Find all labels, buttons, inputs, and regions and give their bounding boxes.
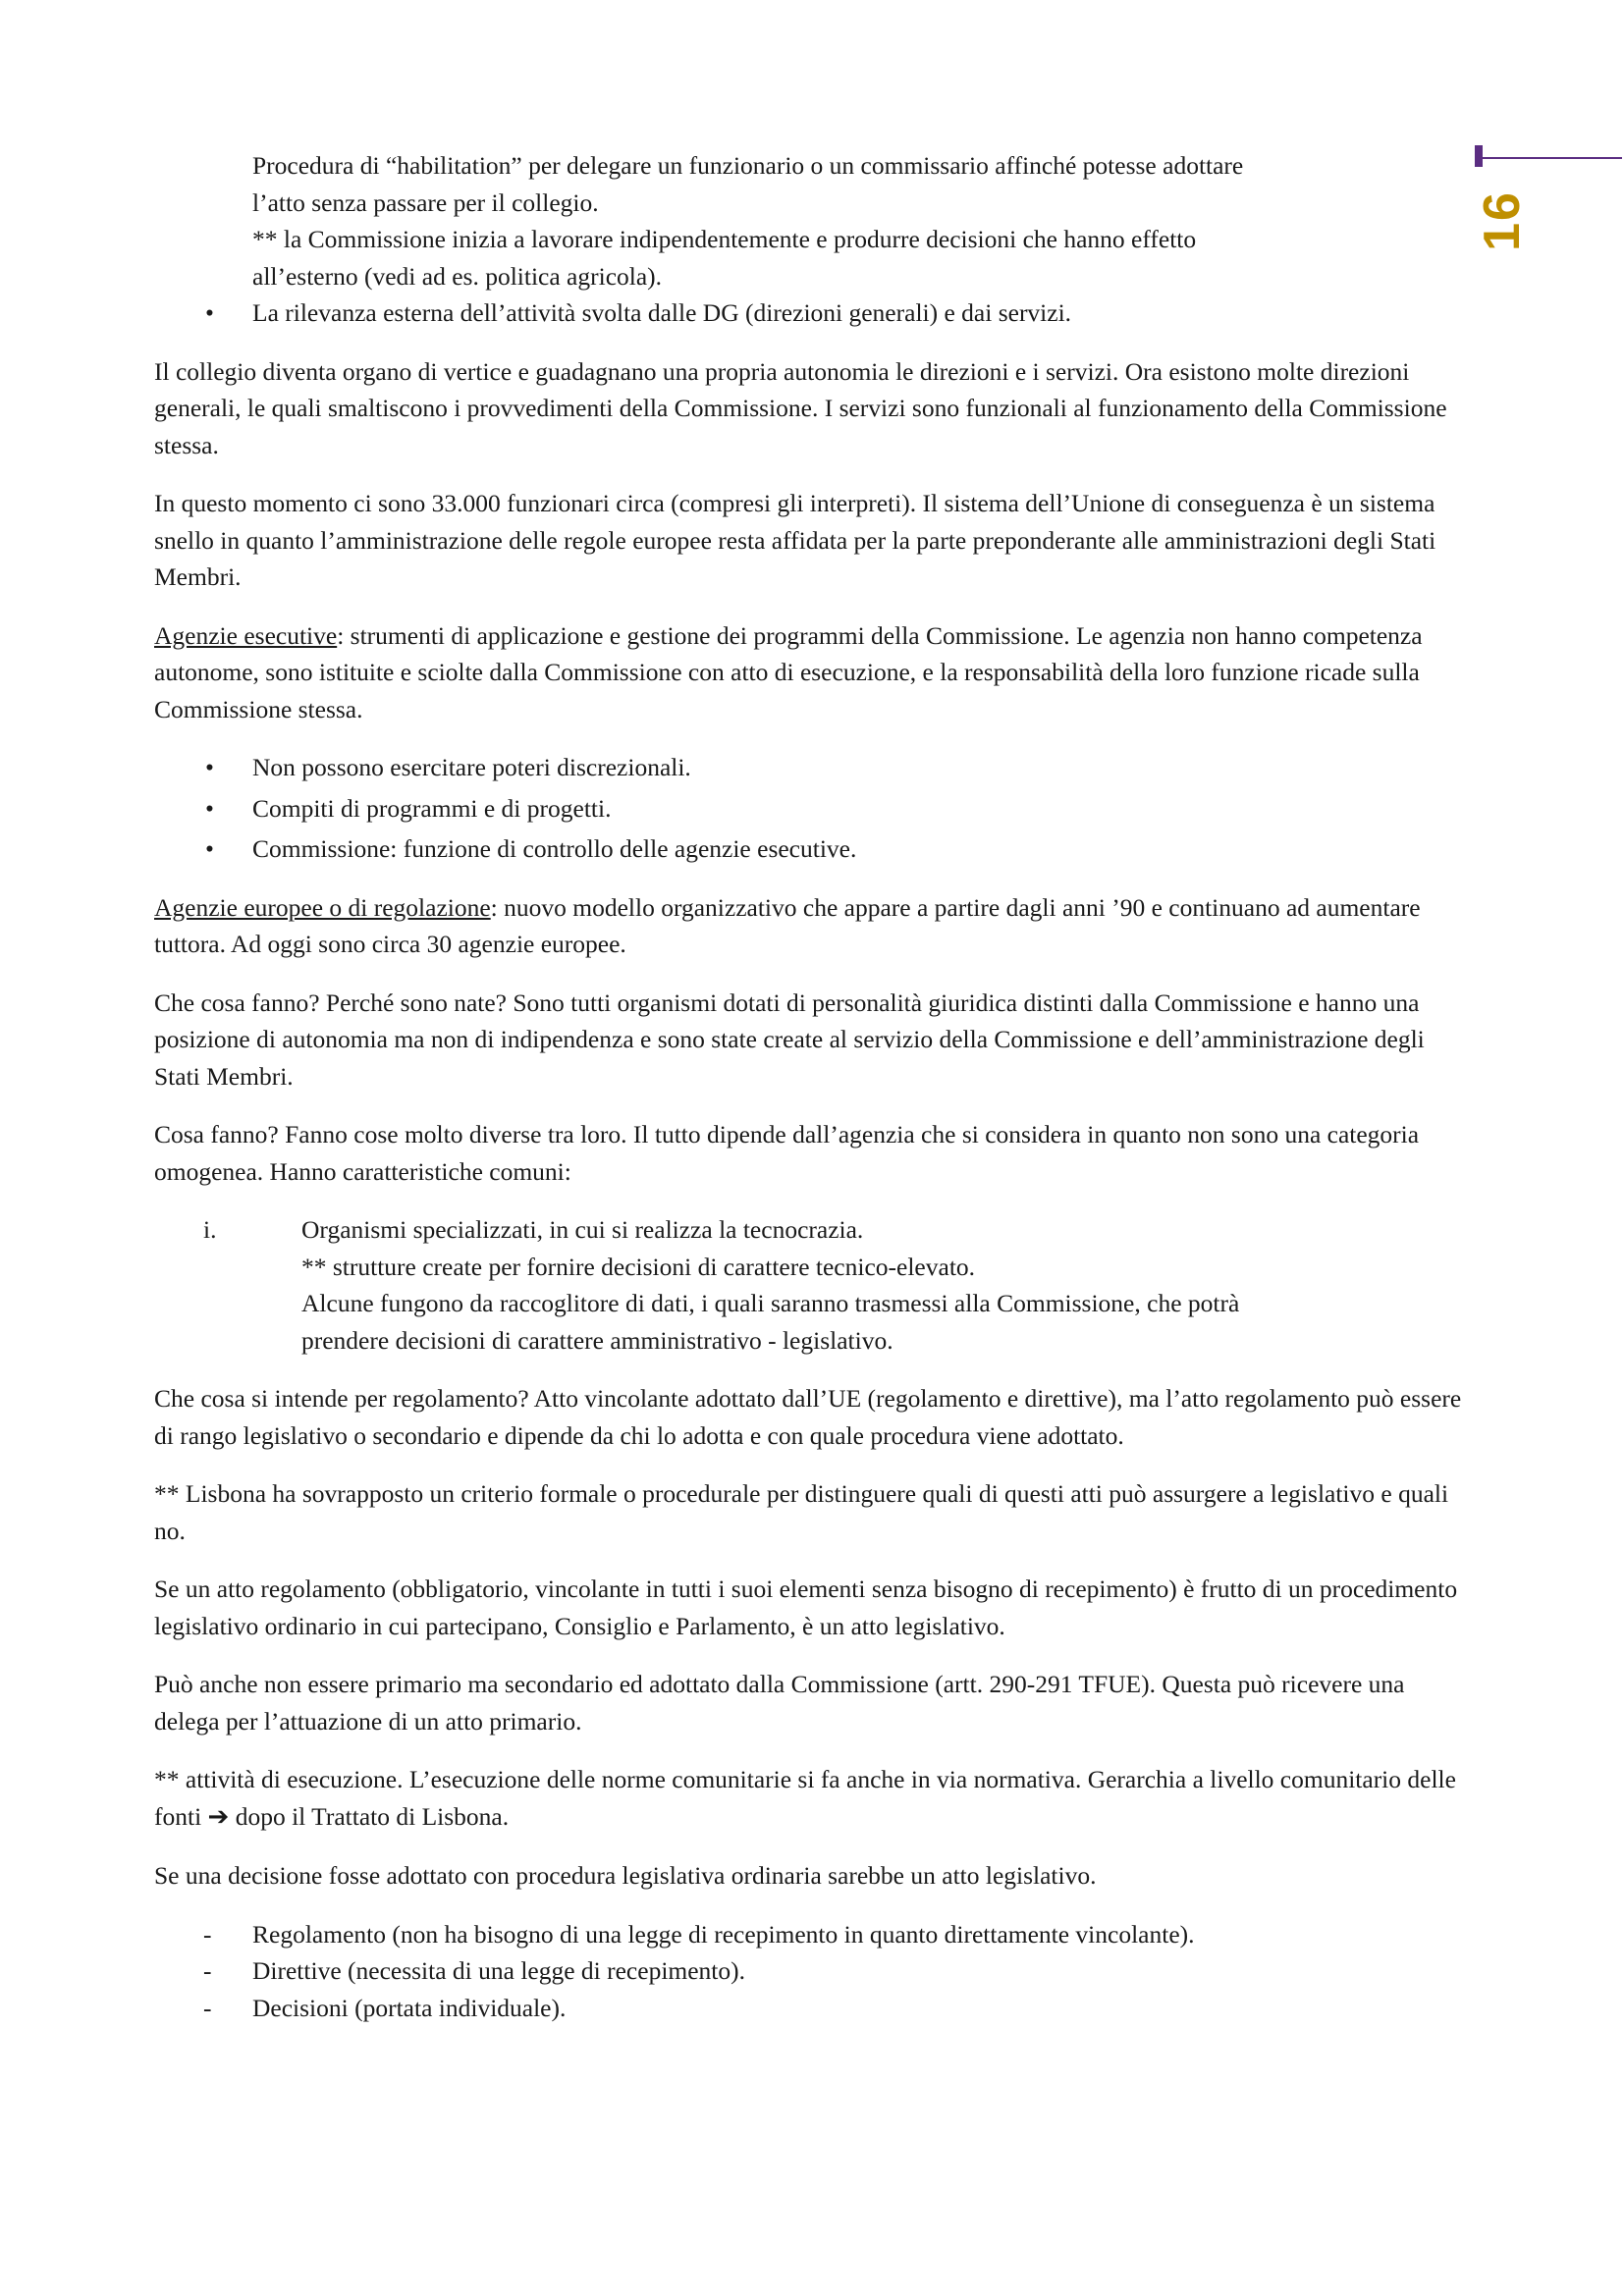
paragraph-agenzie-europee: [154, 889, 1470, 963]
page-number: [1473, 152, 1532, 290]
arrow-right-icon: ➔: [207, 1801, 230, 1832]
habilitation-note: [252, 147, 1470, 294]
bullet-list-agenzie: [154, 749, 1470, 868]
roman-list: [154, 1211, 1470, 1359]
paragraph-decisione: Se una decisione fosse adottato con procedura legislativa ordinaria sarebbe un atto legislativo.: [154, 1861, 1097, 1890]
dash-item: - Decisioni (portata individuale).: [154, 1990, 1470, 2027]
page-number-text: 16: [1474, 190, 1531, 251]
definition-agenzie-esecutive: : strumenti di applicazione e gestione dei programmi della Commissione. Le agenzia non hanno competenza autonome, sono istituite e sciolte dalla Commissione con atto di esecuzione, e la responsabilità della loro funzione ricade sulla Commissione stessa.: [154, 620, 1423, 723]
text-line: all’esterno (vedi ad es. politica agricola).: [252, 261, 663, 291]
paragraph-cosa-fanno: Cosa fanno? Fanno cose molto diverse tra loro. Il tutto dipende dall’agenzia che si considera in quanto non sono una categoria omogenea. Hanno caratteristiche comuni:: [154, 1120, 1420, 1186]
roman-marker: i.: [203, 1215, 217, 1244]
paragraph-lisbona: ** Lisbona ha sovrapposto un criterio formale o procedurale per distinguere quali di questi atti può assurgere a legislativo e quali no.: [154, 1479, 1449, 1545]
text-line: ** la Commissione inizia a lavorare indipendentemente e produrre decisioni che hanno effetto: [252, 225, 1197, 253]
paragraph-collegio: Il collegio diventa organo di vertice e guadagnano una propria autonomia le direzioni e i servizi. Ora esistono molte direzioni generali, le quali smaltiscono i provvedimenti della Commissione. I servizi sono funzionali al funzionamento della Commissione stessa.: [154, 356, 1447, 459]
dash-item: - Regolamento (non ha bisogno di una legge di recepimento in quanto direttamente vincolante).: [154, 1916, 1470, 1953]
definition-agenzie-europee: : nuovo modello organizzativo che appare a partire dagli anni ’90 e continuano ad aumentare tuttora. Ad oggi sono circa 30 agenzie europee.: [154, 892, 1421, 958]
dash-item: - Direttive (necessita di una legge di recepimento).: [154, 1952, 1470, 1990]
paragraph-agenzie-esecutive: [154, 617, 1470, 728]
bullet-item: • Non possono esercitare poteri discrezionali.: [154, 749, 1470, 786]
esecuzione-text-end: dopo il Trattato di Lisbona.: [235, 1801, 510, 1831]
text-line: l’atto senza passare per il collegio.: [252, 187, 599, 217]
term-agenzie-esecutive: Agenzie esecutive: [154, 620, 338, 650]
roman-list-item: [154, 1211, 1470, 1359]
text-line: Alcune fungono da raccoglitore di dati, i quali saranno trasmessi alla Commissione, che potrà: [301, 1289, 1240, 1317]
paragraph-regolamento: Che cosa si intende per regolamento? Atto vincolante adottato dall’UE (regolamento e direttive), ma l’atto regolamento può essere di rango legislativo o secondario e dipende da chi lo adotta e con quale procedura viene adottato.: [154, 1384, 1462, 1450]
paragraph-primario: Può anche non essere primario ma secondario ed adottato dalla Commissione (artt. 290-291 TFUE). Questa può ricevere una delega per l’attuazione di un atto primario.: [154, 1670, 1405, 1735]
text-line: ** strutture create per fornire decisioni di carattere tecnico-elevato.: [301, 1252, 976, 1281]
text-line: Procedura di “habilitation” per delegare un funzionario o un commissario affinché potesse adottare: [252, 151, 1244, 180]
paragraph-atto-legislativo: Se un atto regolamento (obbligatorio, vincolante in tutti i suoi elementi senza bisogno di recepimento) è frutto di un procedimento legislativo ordinario in cui partecipano, Consiglio e Parlamento, è un atto legislativo.: [154, 1575, 1458, 1640]
bullet-item: • Compiti di programmi e di progetti.: [154, 790, 1470, 828]
bullet-item: • La rilevanza esterna dell’attività svolta dalle DG (direzioni generali) e dai servizi.: [154, 294, 1470, 332]
bullet-list-dg: [154, 294, 1470, 332]
text-line: Organismi specializzati, in cui si realizza la tecnocrazia.: [301, 1215, 864, 1244]
bullet-item: • Commissione: funzione di controllo delle agenzie esecutive.: [154, 830, 1470, 868]
paragraph-esecuzione: [154, 1761, 1470, 1836]
term-agenzie-europee: Agenzie europee o di regolazione: [154, 892, 491, 922]
paragraph-funzionari: In questo momento ci sono 33.000 funzionari circa (compresi gli interpreti). Il sistema dell’Unione di conseguenza è un sistema snello in quanto l’amministrazione delle regole europee resta affidata per la parte preponderante alle amministrazioni degli Stati Membri.: [154, 489, 1436, 591]
esecuzione-text: ** attività di esecuzione. L’esecuzione delle norme comunitarie si fa anche in via normativa. Gerarchia a livello comunitario delle fonti: [154, 1765, 1456, 1831]
text-line: prendere decisioni di carattere amministrativo - legislativo.: [301, 1325, 893, 1355]
paragraph-che-cosa-fanno: Che cosa fanno? Perché sono nate? Sono tutti organismi dotati di personalità giuridica distinti dalla Commissione e hanno una posizione di autonomia ma non di indipendenza e sono state create al servizio della Commissione e dell’amministrazione degli Stati Membri.: [154, 988, 1425, 1091]
document-body: [154, 147, 1470, 2026]
dash-list-atti: [154, 1916, 1470, 2027]
